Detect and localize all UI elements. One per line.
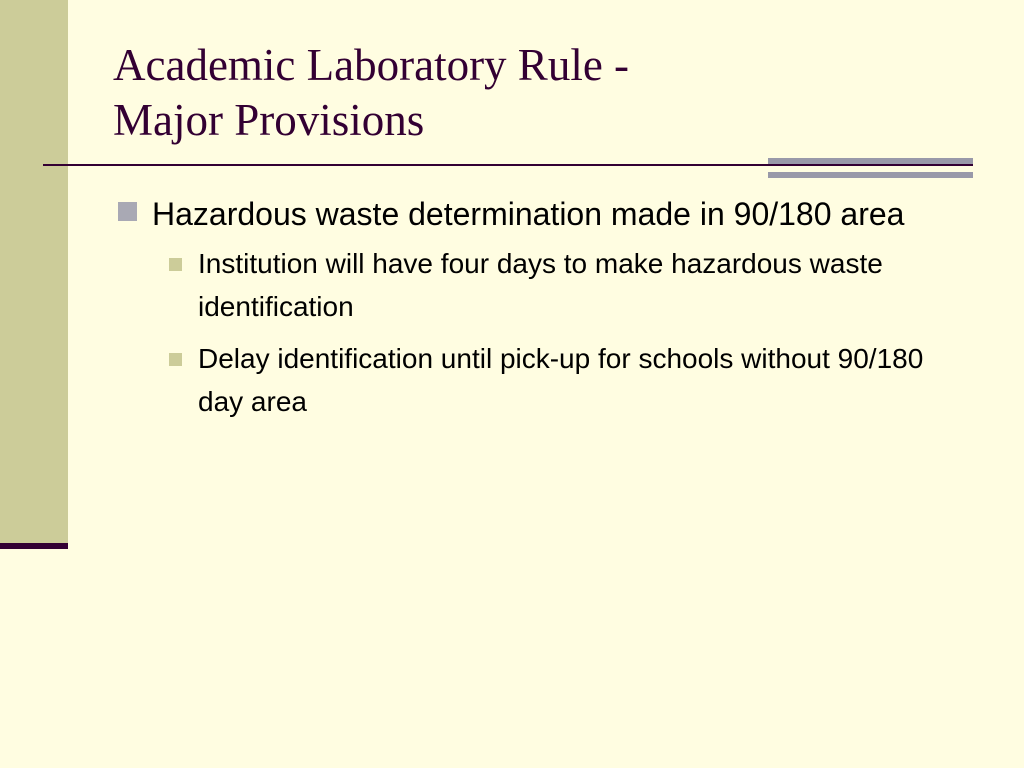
slide-title — [113, 38, 629, 148]
sub-bullet-item — [159, 337, 933, 423]
slide-title-line-2: Major Provisions — [113, 95, 425, 145]
bullet-item — [113, 192, 933, 236]
square-bullet-icon — [118, 202, 137, 221]
divider-accent-bar-bottom — [768, 172, 973, 178]
sub-bullet-text: Delay identification until pick-up for schools without 90/180 day area — [198, 343, 924, 417]
sub-bullet-text: Institution will have four days to make hazardous waste identification — [198, 248, 883, 322]
slide-title-line-1: Academic Laboratory Rule - — [113, 40, 630, 90]
sub-bullet-item — [159, 242, 933, 328]
bullet-text: Hazardous waste determination made in 90/180 area — [152, 196, 905, 232]
side-bar-decoration — [0, 0, 68, 543]
square-bullet-icon — [169, 258, 182, 271]
sub-bullet-list — [113, 242, 933, 423]
slide-body — [113, 192, 933, 432]
square-bullet-icon — [169, 353, 182, 366]
title-divider — [43, 164, 973, 166]
side-bar-accent-line — [0, 543, 68, 549]
divider-accent-bar-top — [768, 158, 973, 164]
